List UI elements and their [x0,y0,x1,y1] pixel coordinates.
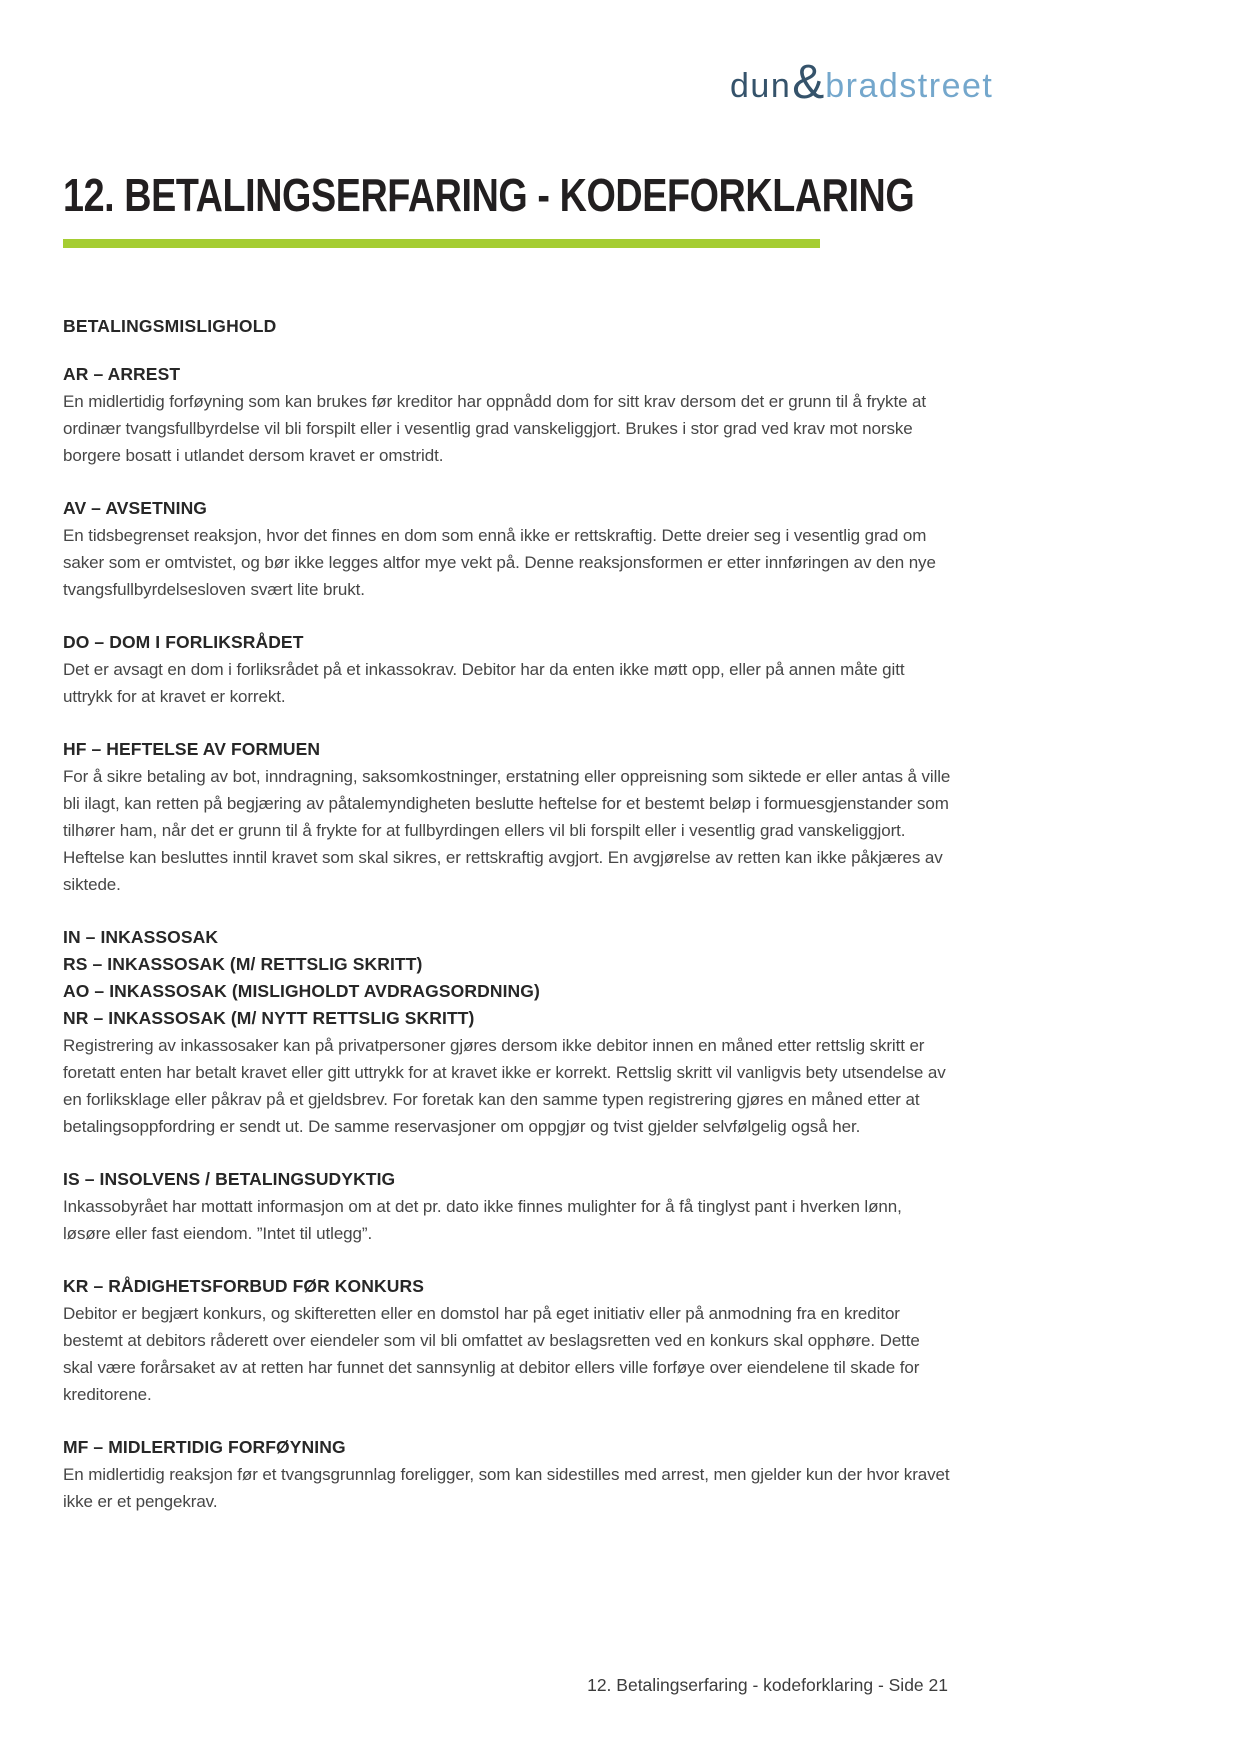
code-heading-group [63,361,958,388]
code-heading: AO – INKASSOSAK (MISLIGHOLDT AVDRAGSORDNING) [63,981,540,1001]
code-description: Det er avsagt en dom i forliksrådet på et inkassokrav. Debitor har da enten ikke møtt opp, eller på annen måte gitt uttrykk for at kravet er korrekt. [63,660,905,706]
code-description: Inkassobyrået har mottatt informasjon om at det pr. dato ikke finnes mulighter for å få tinglyst pant i hverken lønn, løsøre eller fast eiendom. ”Intet til utlegg”. [63,1197,902,1243]
code-heading: IS – INSOLVENS / BETALINGSUDYKTIG [63,1169,396,1189]
page-title: 12. BETALINGSERFARING - KODEFORKLARING [63,169,915,221]
code-heading: HF – HEFTELSE AV FORMUEN [63,739,321,759]
logo-text-bradstreet: bradstreet [825,66,994,105]
code-heading: KR – RÅDIGHETSFORBUD FØR KONKURS [63,1276,424,1296]
code-heading-group [63,736,958,763]
logo-ampersand-icon: & [792,56,825,109]
code-heading: AV – AVSETNING [63,498,208,518]
code-section [63,1273,958,1408]
code-sections [63,361,958,1515]
code-description: Registrering av inkassosaker kan på privatpersoner gjøres dersom ikke debitor innen en måned etter rettslig skritt er foretatt enten har betalt kravet eller gitt uttrykk for at kravet ikke er korrekt. Rettslig skritt vil vanligvis bety utsendelse av en forliksklage eller påkrav på et gjeldsbrev. For foretak kan den samme typen registrering gjøres en måned etter at betalingsoppfordring er sendt ut. De samme reservasjoner om oppgjør og tvist gjelder selvfølgelig også her. [63,1036,946,1136]
code-heading: MF – MIDLERTIDIG FORFØYNING [63,1437,346,1457]
code-description: En tidsbegrenset reaksjon, hvor det finnes en dom som ennå ikke er rettskraftig. Dette dreier seg i vesentlig grad om saker som er omtvistet, og bør ikke legges altfor mye vekt på. Denne reaksjonsformen er etter innføringen av den nye tvangsfullbyrdelsesloven svært lite brukt. [63,526,936,599]
code-heading: AR – ARREST [63,364,181,384]
code-description: En midlertidig reaksjon før et tvangsgrunnlag foreligger, som kan sidestilles med arrest, men gjelder kun der hvor kravet ikke er et pengekrav. [63,1465,950,1511]
code-heading: IN – INKASSOSAK [63,927,219,947]
code-heading-group [63,1434,958,1461]
logo-text-dun: dun [730,66,792,105]
green-divider [63,239,820,248]
dun-bradstreet-logo [730,56,994,110]
code-section [63,924,958,1140]
code-description: Debitor er begjært konkurs, og skifteretten eller en domstol har på eget initiativ eller på anmodning fra en kreditor bestemt at debitors råderett over eiendeler som vil bli omfattet av beslagsretten ved en konkurs skal opphøre. Dette skal være forårsaket av at retten har funnet det sannsynlig at debitor ellers ville forføye over eiendelene til skade for kreditorene. [63,1304,920,1404]
code-section [63,736,958,898]
code-heading: RS – INKASSOSAK (M/ RETTSLIG SKRITT) [63,954,423,974]
code-section [63,495,958,603]
code-section [63,1166,958,1247]
code-heading: NR – INKASSOSAK (M/ NYTT RETTSLIG SKRITT) [63,1008,475,1028]
code-heading-group [63,924,958,1032]
code-heading: DO – DOM I FORLIKSRÅDET [63,632,304,652]
code-section [63,361,958,469]
code-section [63,629,958,710]
code-description: For å sikre betaling av bot, inndragning, saksomkostninger, erstatning eller oppreisning som siktede er eller antas å ville bli ilagt, kan retten på begjæring av påtalemyndigheten beslutte heftelse for et bestemt beløp i formuesgjenstander som tilhører ham, når det er grunn til å frykte for at fullbyrdingen ellers vil bli forspilt eller i vesentlig grad vanskeliggjort. Heftelse kan besluttes inntil kravet som skal sikres, er rettskraftig avgjort. En avgjørelse av retten kan ikke påkjæres av siktede. [63,767,951,894]
code-description: En midlertidig forføyning som kan brukes før kreditor har oppnådd dom for sitt krav dersom det er grunn til å frykte at ordinær tvangsfullbyrdelse vil bli forspilt eller i vesentlig grad vanskeliggjort. Brukes i stor grad ved krav mot norske borgere bosatt i utlandet dersom kravet er omstridt. [63,392,927,465]
page-footer: 12. Betalingserfaring - kodeforklaring - Side 21 [587,1675,948,1695]
code-section [63,1434,958,1515]
document-content [63,168,958,1541]
category-heading: BETALINGSMISLIGHOLD [63,316,277,336]
code-heading-group [63,629,958,656]
code-heading-group [63,1166,958,1193]
code-heading-group [63,495,958,522]
code-heading-group [63,1273,958,1300]
